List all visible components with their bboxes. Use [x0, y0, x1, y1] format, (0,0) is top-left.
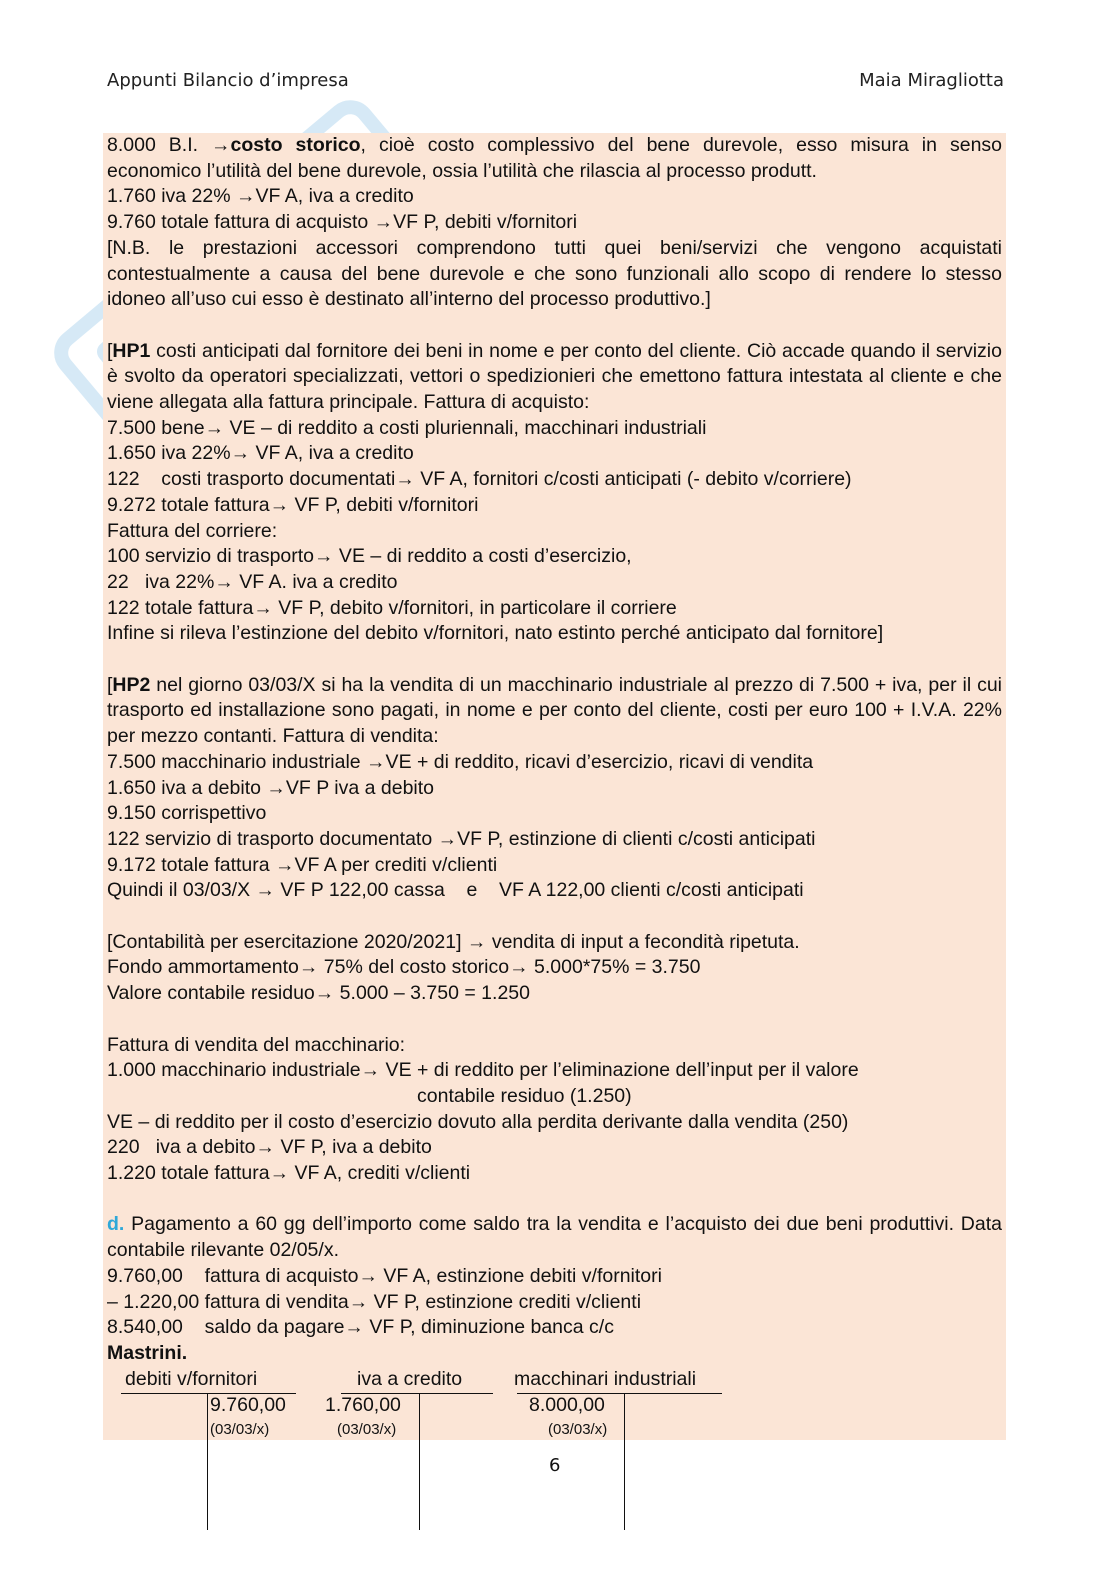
hp2-line: 9.150 corrispettivo	[107, 802, 267, 825]
hp1-line: Fattura del corriere:	[107, 519, 278, 542]
hp2-line: Quindi il 03/03/X → VF P 122,00 cassa e VF A 122,00 clienti c/costi anticipati	[107, 879, 804, 902]
vendita-line-cont: contabile residuo (1.250)	[417, 1084, 632, 1107]
ledger-title: iva a credito	[357, 1367, 463, 1390]
contab-line: [Contabilità per esercitazione 2020/2021] → vendita di input a fecondità ripetuta.	[107, 930, 800, 953]
content-box	[103, 133, 1006, 1440]
page-number: 6	[549, 1455, 561, 1476]
hp1-intro: [HP1 costi anticipati dal fornitore dei beni in nome e per conto del cliente. Ciò accade quando il servizio è svolto da operatori specializzati, vettori o spedizionieri che emettono fattura intestata al cliente e che viene allegata alla fattura principale. Fattura di acquisto:	[107, 339, 1002, 414]
contab-line: Fondo ammortamento→ 75% del costo storico→ 5.000*75% = 3.750	[107, 956, 701, 979]
ledger-amount: 1.760,00	[325, 1393, 401, 1416]
ledger-accounts	[107, 1367, 1002, 1467]
point-d-line: 8.540,00 saldo da pagare→ VF P, diminuzione banca c/c	[107, 1316, 614, 1339]
hp2-line: 9.172 totale fattura →VF A per crediti v/clienti	[107, 853, 498, 876]
vendita-line: 1.000 macchinario industriale→ VE + di reddito per l’eliminazione dell’input per il valore	[107, 1059, 859, 1082]
hp1-line: 100 servizio di trasporto→ VE – di reddito a costi d’esercizio,	[107, 545, 632, 568]
ledger-amount: 8.000,00	[529, 1393, 605, 1416]
header-author: Maia Miragliotta	[859, 70, 1004, 91]
ledger-date: (03/03/x)	[210, 1420, 270, 1438]
hp1-line: 7.500 bene→ VE – di reddito a costi pluriennali, macchinari industriali	[107, 416, 707, 439]
vendita-title: Fattura di vendita del macchinario:	[107, 1033, 406, 1056]
hp1-line: 122 costi trasporto documentati→ VF A, fornitori c/costi anticipati (- debito v/corriere)	[107, 468, 852, 491]
point-d-line: – 1.220,00 fattura di vendita→ VF P, estinzione crediti v/clienti	[107, 1290, 642, 1313]
hp1-line: Infine si rileva l’estinzione del debito v/fornitori, nato estinto perché anticipato dal fornitore]	[107, 622, 884, 645]
ledger-amount: 9.760,00	[210, 1393, 286, 1416]
hp2-line: 122 servizio di trasporto documentato →VF P, estinzione di clienti c/costi anticipati	[107, 827, 816, 850]
hp1-line: 1.650 iva 22%→ VF A, iva a credito	[107, 442, 414, 465]
hp1-line: 122 totale fattura→ VF P, debito v/fornitori, in particolare il corriere	[107, 596, 677, 619]
contab-line: Valore contabile residuo→ 5.000 – 3.750 = 1.250	[107, 982, 530, 1005]
hp2-line: 1.650 iva a debito →VF P iva a debito	[107, 776, 435, 799]
ledger-title: macchinari industriali	[514, 1367, 697, 1390]
ledger-title: debiti v/fornitori	[125, 1367, 258, 1390]
line-costo-storico: 8.000 B.I. →costo storico, cioè costo complessivo del bene durevole, esso misura in senso economico l’utilità del bene durevole, ossia l’utilità che rilascia al processo produtt.	[107, 134, 1003, 182]
note-nb: [N.B. le prestazioni accessori comprendono tutti quei beni/servizi che vengono acquistati contestualmente a causa del bene durevole e che sono funzionali allo scopo di rendere lo stesso idoneo all’uso cui esso è destinato all’interno del processo produttivo.]	[107, 236, 1002, 311]
vendita-line: 1.220 totale fattura→ VF A, crediti v/clienti	[107, 1162, 471, 1185]
hp2-line: 7.500 macchinario industriale →VE + di reddito, ricavi d’esercizio, ricavi di vendita	[107, 750, 814, 773]
hp2-intro: [HP2 nel giorno 03/03/X si ha la vendita di un macchinario industriale al prezzo di 7.500 + iva, per il cui trasporto ed installazione sono pagati, in nome e per conto del cliente, costi per euro 100 + I.V.A. 22% per mezzo contanti. Fattura di vendita:	[107, 673, 1002, 748]
line-iva: 1.760 iva 22% →VF A, iva a credito	[107, 185, 414, 208]
hp1-line: 9.272 totale fattura→ VF P, debiti v/fornitori	[107, 493, 479, 516]
point-d-line: 9.760,00 fattura di acquisto→ VF A, estinzione debiti v/fornitori	[107, 1264, 662, 1287]
header-title: Appunti Bilancio d’impresa	[107, 70, 349, 91]
vendita-line: VE – di reddito per il costo d’esercizio dovuto alla perdita derivante dalla vendita (250)	[107, 1110, 849, 1133]
ledger-date: (03/03/x)	[337, 1420, 397, 1438]
vendita-line: 220 iva a debito→ VF P, iva a debito	[107, 1136, 432, 1159]
arrow-icon: →	[211, 134, 231, 156]
hp1-line: 22 iva 22%→ VF A. iva a credito	[107, 570, 398, 593]
point-d-intro: d. Pagamento a 60 gg dell’importo come saldo tra la vendita e l’acquisto dei due beni produttivi. Data contabile rilevante 02/05/x.	[107, 1213, 1002, 1262]
ledger-date: (03/03/x)	[548, 1420, 608, 1438]
point-d-label: d.	[107, 1213, 125, 1236]
line-totale: 9.760 totale fattura di acquisto →VF P, debiti v/fornitori	[107, 211, 578, 234]
hp2-label: HP2	[112, 673, 151, 696]
mastrini-heading: Mastrini.	[107, 1341, 188, 1364]
hp1-label: HP1	[112, 339, 151, 362]
